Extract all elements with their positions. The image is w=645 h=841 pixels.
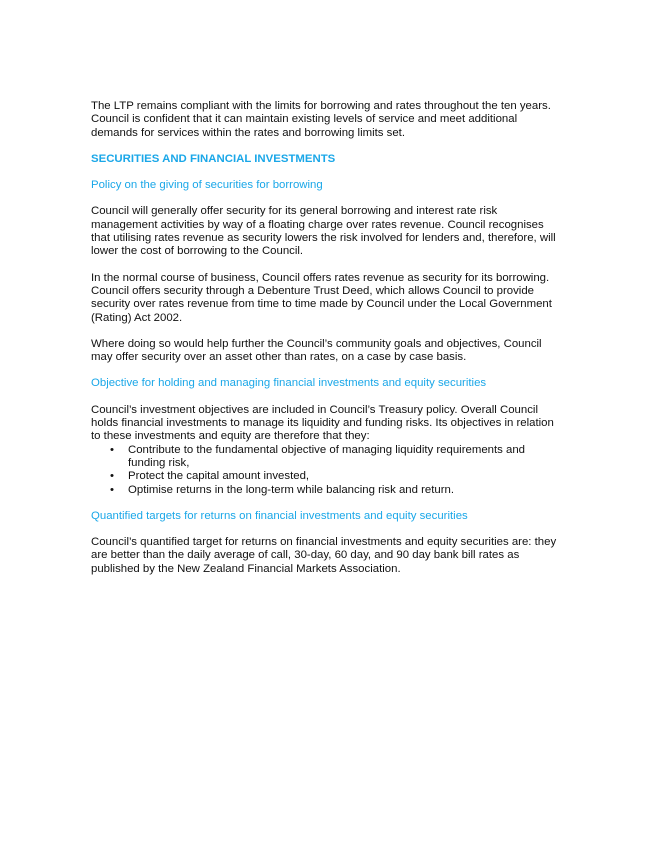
quantified-targets-heading: Quantified targets for returns on financial investments and equity securities	[91, 509, 468, 522]
bullet-icon: •	[110, 443, 114, 456]
security-policy-heading: Policy on the giving of securities for borrowing	[91, 179, 323, 192]
quantified-targets-paragraph: Council’s quantified target for returns on financial investments and equity securities are: they are better than the daily average of call, 30-day, 60 day, and 90 day bank bill rates as published by the New Zealand Financial Markets Association.	[91, 536, 557, 575]
document-page	[91, 100, 561, 576]
list-item	[91, 444, 561, 471]
list-item-text: Protect the capital amount invested,	[128, 470, 310, 483]
security-policy-paragraph-2: In the normal course of business, Council offers rates revenue as security for its borrowing. Council offers security through a Debenture Trust Deed, which allows Council to provide security over rates revenue from time to time made by Council under the Local Government (Rating) Act 2002.	[91, 271, 552, 324]
investment-objective-paragraph: Council’s investment objectives are included in Council’s Treasury policy. Overall Council holds financial investments to manage its liquidity and funding risks. Its objectives in relation to these investments and equity are therefore that they:	[91, 403, 554, 443]
list-item	[91, 484, 561, 497]
investment-objective-heading: Objective for holding and managing financial investments and equity securities	[91, 377, 487, 390]
bullet-icon: •	[110, 483, 114, 496]
list-item-text: Contribute to the fundamental objective of managing liquidity requirements and funding risk,	[128, 443, 526, 469]
investment-objective-list	[91, 444, 561, 497]
list-item	[91, 470, 561, 483]
bullet-icon: •	[110, 470, 114, 483]
section-heading: SECURITIES AND FINANCIAL INVESTMENTS	[91, 152, 336, 165]
intro-paragraph: The LTP remains compliant with the limits for borrowing and rates throughout the ten years. Council is confident that it can maintain existing levels of service and meet additional demands for services within the rates and borrowing limits set.	[91, 100, 551, 139]
security-policy-paragraph-1: Council will generally offer security for its general borrowing and interest rate risk management activities by way of a floating charge over rates revenue. Council recognises that utilising rates revenue as security lowers the risk involved for lenders and, therefore, will lower the cost of borrowing to the Council.	[91, 205, 556, 258]
list-item-text: Optimise returns in the long-term while balancing risk and return.	[128, 483, 455, 496]
security-policy-paragraph-3: Where doing so would help further the Council’s community goals and objectives, Council may offer security over an asset other than rates, on a case by case basis.	[91, 337, 542, 364]
